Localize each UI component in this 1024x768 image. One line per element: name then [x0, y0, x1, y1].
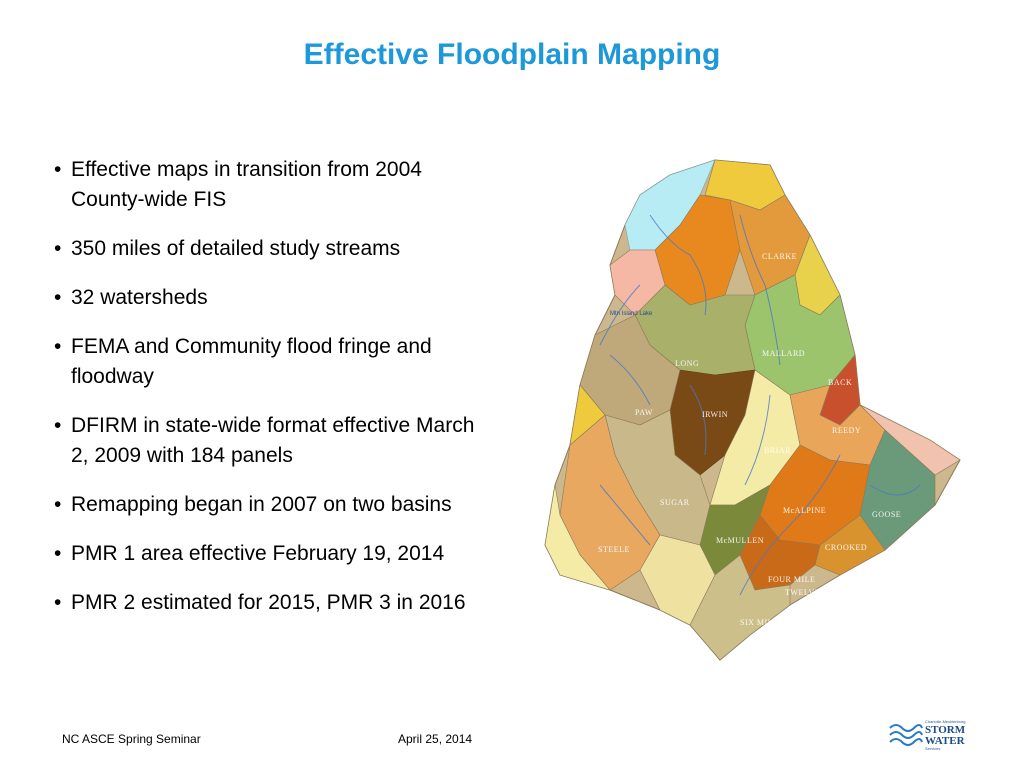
logo-line4: Services [925, 746, 941, 751]
bullet-dot-icon: • [54, 591, 62, 614]
bullet-text: Effective maps in transition from 2004 County-wide FIS [71, 158, 422, 211]
bullet-item [50, 539, 495, 569]
bullet-item [50, 588, 495, 618]
map-label-mcalpine: McALPINE [783, 506, 827, 515]
storm-water-logo [888, 716, 980, 752]
logo-line2: STORM [925, 724, 966, 736]
map-label-mcmullen: McMULLEN [716, 536, 764, 545]
bullet-dot-icon: • [54, 414, 62, 437]
watershed-map [540, 155, 970, 665]
footer-seminar: NC ASCE Spring Seminar [62, 732, 201, 746]
map-label-steele: STEELE [598, 545, 630, 554]
map-label-four-mile: FOUR MILE [768, 575, 816, 584]
logo-line3: WATER [925, 735, 965, 747]
bullet-text: Remapping began in 2007 on two basins [71, 493, 452, 516]
map-label-reedy: REEDY [832, 426, 862, 435]
bullet-item [50, 411, 495, 471]
map-label-clarke: CLARKE [762, 252, 797, 261]
footer-date: April 25, 2014 [398, 732, 473, 746]
bullet-dot-icon: • [54, 493, 62, 516]
bullet-dot-icon: • [54, 286, 62, 309]
bullet-list [50, 155, 495, 637]
bullet-item [50, 490, 495, 520]
slide-title: Effective Floodplain Mapping [303, 38, 721, 71]
map-label-goose: GOOSE [872, 510, 902, 519]
map-label-irwin: IRWIN [702, 410, 729, 419]
bullet-item [50, 155, 495, 215]
map-label-briar: BRIAR [764, 446, 791, 455]
map-label-mallard: MALLARD [762, 349, 806, 358]
map-label-six-mile: SIX MILE [740, 618, 779, 627]
bullet-dot-icon: • [54, 237, 62, 260]
map-label-twelve: TWELVE [785, 588, 821, 597]
bullet-item [50, 283, 495, 313]
bullet-dot-icon: • [54, 542, 62, 565]
bullet-text: PMR 1 area effective February 19, 2014 [71, 542, 445, 565]
map-label-sugar: SUGAR [660, 498, 690, 507]
map-label-long: LONG [675, 359, 700, 368]
bullet-item [50, 332, 495, 392]
bullet-text: PMR 2 estimated for 2015, PMR 3 in 2016 [71, 591, 466, 614]
map-label-paw: PAW [635, 408, 653, 417]
bullet-text: 350 miles of detailed study streams [71, 237, 401, 260]
bullet-text: 32 watersheds [71, 286, 208, 309]
bullet-text: FEMA and Community flood fringe and floodway [71, 335, 432, 388]
bullet-dot-icon: • [54, 335, 62, 358]
bullet-dot-icon: • [54, 158, 62, 181]
map-label-lake: Mtn Island Lake [610, 311, 653, 317]
map-label-crooked: CROOKED [825, 543, 868, 552]
map-label-back: BACK [828, 378, 853, 387]
bullet-text: DFIRM in state-wide format effective March 2, 2009 with 184 panels [71, 414, 475, 467]
bullet-item [50, 234, 495, 264]
logo-line1: Charlotte-Mecklenburg [925, 719, 966, 724]
